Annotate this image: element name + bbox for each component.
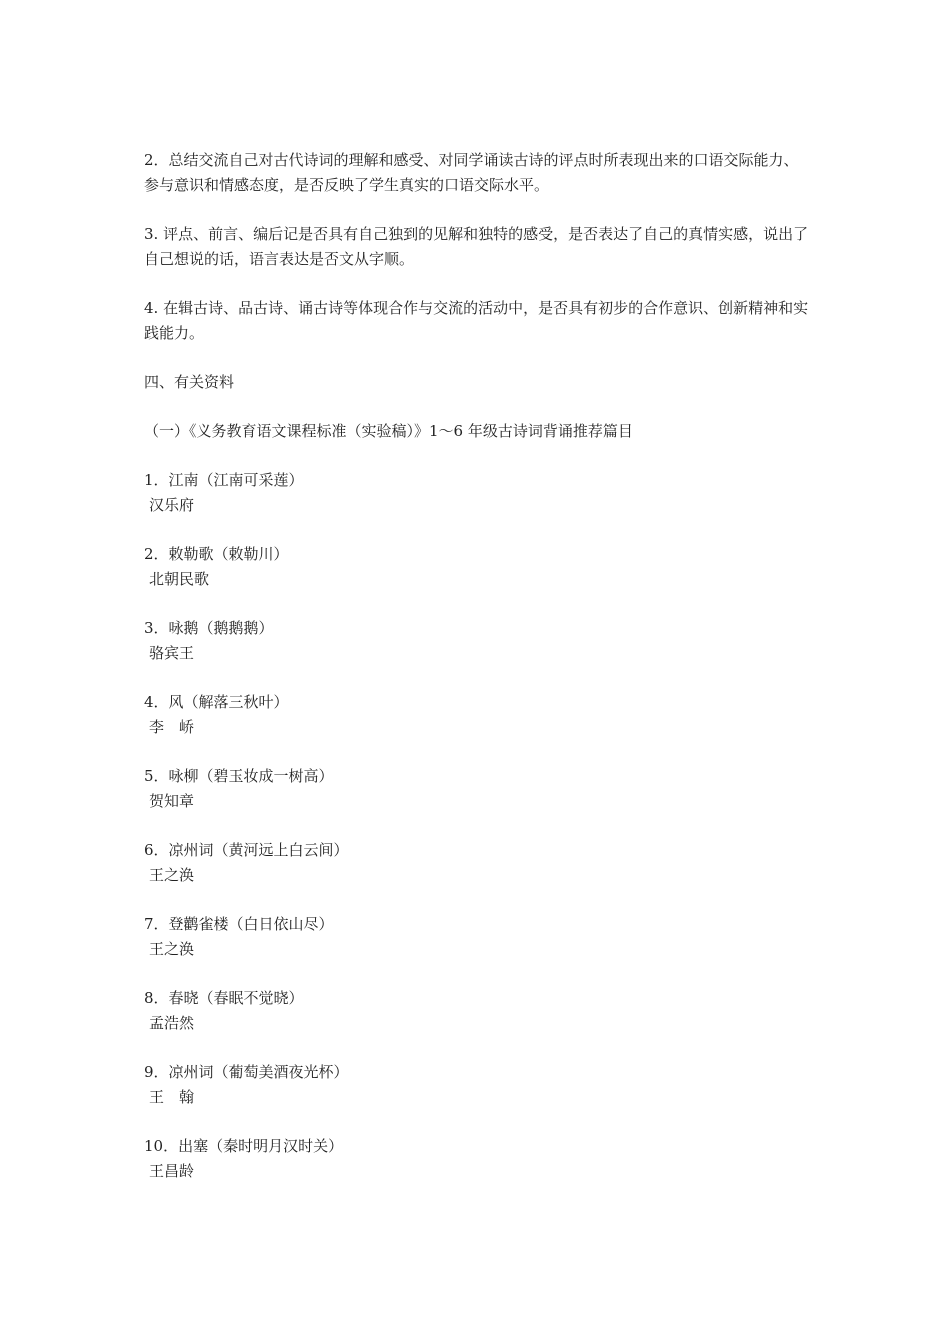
- poem-author: 王之涣: [149, 940, 195, 958]
- poem-item: [144, 616, 812, 666]
- section-heading: 四、有关资料: [144, 373, 235, 391]
- poem-author: 李 峤: [149, 718, 195, 736]
- poem-author: 北朝民歌: [149, 570, 210, 588]
- poem-title: 9．凉州词（葡萄美酒夜光杯）: [144, 1063, 349, 1081]
- subsection-heading: （一）《义务教育语文课程标准（实验稿）》1～6 年级古诗词背诵推荐篇目: [144, 422, 633, 440]
- poem-title: 10．出塞（秦时明月汉时关）: [144, 1137, 344, 1155]
- poem-item: [144, 542, 812, 592]
- poem-item: [144, 1134, 812, 1184]
- poem-author: 骆宾王: [149, 644, 195, 662]
- poem-item: [144, 986, 812, 1036]
- poem-author: 王之涣: [149, 866, 195, 884]
- poem-author: 贺知章: [149, 792, 195, 810]
- poem-title: 1．江南（江南可采莲）: [144, 471, 304, 489]
- poem-item: [144, 912, 812, 962]
- poem-title: 6．凉州词（黄河远上白云间）: [144, 841, 349, 859]
- poem-title: 5．咏柳（碧玉妆成一树高）: [144, 767, 334, 785]
- poem-title: 8．春晓（春眠不觉晓）: [144, 989, 304, 1007]
- paragraph-3: 3. 评点、前言、编后记是否具有自己独到的见解和独特的感受，是否表达了自己的真情实感，说出了自己想说的话，语言表达是否文从字顺。: [144, 225, 809, 268]
- paragraph-4: 4. 在辑古诗、品古诗、诵古诗等体现合作与交流的活动中，是否具有初步的合作意识、创新精神和实践能力。: [144, 299, 809, 342]
- document-body: [144, 148, 812, 1208]
- poem-item: [144, 764, 812, 814]
- poem-author: 汉乐府: [149, 496, 195, 514]
- poem-title: 3．咏鹅（鹅鹅鹅）: [144, 619, 274, 637]
- poem-item: [144, 468, 812, 518]
- poem-item: [144, 838, 812, 888]
- poem-title: 2．敕勒歌（敕勒川）: [144, 545, 289, 563]
- poem-author: 王 翰: [149, 1088, 195, 1106]
- poem-title: 7．登鹳雀楼（白日依山尽）: [144, 915, 334, 933]
- poem-author: 王昌龄: [149, 1162, 195, 1180]
- poem-item: [144, 1060, 812, 1110]
- poem-item: [144, 690, 812, 740]
- poem-title: 4．风（解落三秋叶）: [144, 693, 289, 711]
- paragraph-2: 2．总结交流自己对古代诗词的理解和感受、对同学诵读古诗的评点时所表现出来的口语交际能力、参与意识和情感态度，是否反映了学生真实的口语交际水平。: [144, 151, 799, 194]
- poem-author: 孟浩然: [149, 1014, 195, 1032]
